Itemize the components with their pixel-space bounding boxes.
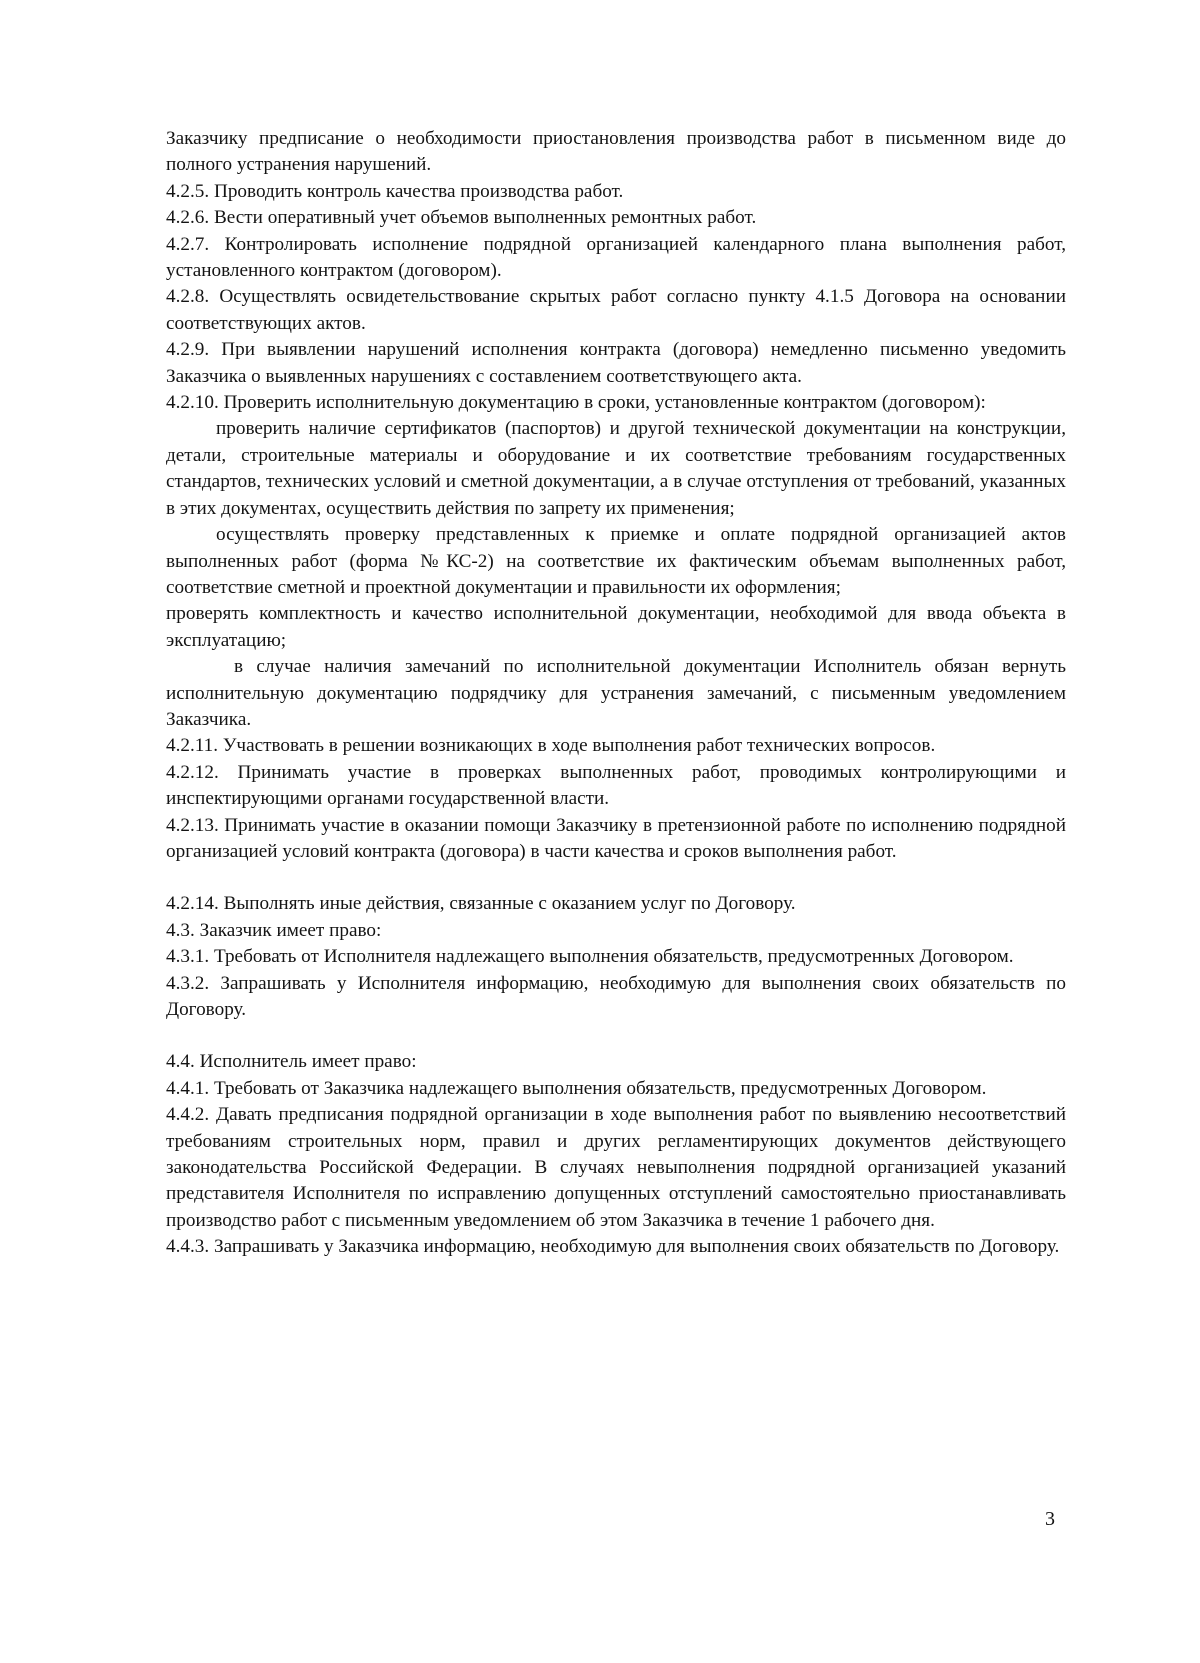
paragraph-order-preamble: Заказчику предписание о необходимости приостановления производства работ в письменном виде до полного устранения нарушений.	[166, 128, 1066, 176]
clause-4-4: 4.4. Исполнитель имеет право:	[166, 1051, 417, 1073]
clause-4-4-2: 4.4.2. Давать предписания подрядной организации в ходе выполнения работ по выявлению несоответствий требованиям строительных норм, правил и других регламентирующих документов действующего законодательства Российской Федерации. В случаях невыполнения подрядной организацией указаний представителя Исполнителя по исправлению допущенных отступлений самостоятельно приостанавливать производство работ с письменным уведомлением об этом Заказчика в течение 1 рабочего дня.	[166, 1104, 1066, 1231]
clause-4-2-10-item-remarks: в случае наличия замечаний по исполнительной документации Исполнитель обязан вернуть исполнительную документацию подрядчику для устранения замечаний, с письменным уведомлением Заказчика.	[166, 656, 1066, 730]
clause-4-2-13: 4.2.13. Принимать участие в оказании помощи Заказчику в претензионной работе по исполнению подрядной организацией условий контракта (договора) в части качества и сроков выполнения работ.	[166, 814, 1066, 862]
clause-4-3-1: 4.3.1. Требовать от Исполнителя надлежащего выполнения обязательств, предусмотренных Договором.	[166, 946, 1014, 968]
paragraph-spacer	[166, 865, 1066, 891]
page-number: 3	[1045, 1508, 1055, 1530]
clause-4-2-10-item-completeness: проверять комплектность и качество исполнительной документации, необходимой для ввода объекта в эксплуатацию;	[166, 603, 1066, 651]
clause-4-2-9: 4.2.9. При выявлении нарушений исполнения контракта (договора) немедленно письменно уведомить Заказчика о выявленных нарушениях с составлением соответствующего акта.	[166, 339, 1066, 387]
clause-4-2-10-item-certificates: проверить наличие сертификатов (паспортов) и другой технической документации на конструкции, детали, строительные материалы и оборудование и их соответствие требованиям государственных стандартов, технических условий и сметной документации, а в случае отступления от требований, указанных в этих документах, осуществить действия по запрету их применения;	[166, 418, 1066, 519]
clause-4-3: 4.3. Заказчик имеет право:	[166, 919, 382, 941]
clause-4-2-11: 4.2.11. Участвовать в решении возникающих в ходе выполнения работ технических вопросов.	[166, 735, 936, 757]
clause-4-3-2: 4.3.2. Запрашивать у Исполнителя информацию, необходимую для выполнения своих обязательств по Договору.	[166, 972, 1066, 1020]
clause-4-2-5: 4.2.5. Проводить контроль качества производства работ.	[166, 180, 624, 202]
document-page	[166, 126, 1066, 1261]
paragraph-spacer	[166, 1023, 1066, 1049]
clause-4-2-12: 4.2.12. Принимать участие в проверках выполненных работ, проводимых контролирующими и инспектирующими органами государственной власти.	[166, 761, 1066, 810]
clause-4-2-6: 4.2.6. Вести оперативный учет объемов выполненных ремонтных работ.	[166, 207, 757, 229]
clause-4-4-3: 4.4.3. Запрашивать у Заказчика информацию, необходимую для выполнения своих обязательств по Договору.	[166, 1236, 1060, 1258]
clause-4-2-14: 4.2.14. Выполнять иные действия, связанные с оказанием услуг по Договору.	[166, 893, 796, 915]
clause-4-2-7: 4.2.7. Контролировать исполнение подрядной организацией календарного плана выполнения работ, установленного контрактом (договором).	[166, 233, 1066, 282]
clause-4-2-10: 4.2.10. Проверить исполнительную документацию в сроки, установленные контрактом (договором):	[166, 392, 986, 414]
clause-4-2-10-item-acts-check: осуществлять проверку представленных к приемке и оплате подрядной организацией актов выполненных работ (форма №КС-2) на соответствие их фактическим объемам выполненных работ, соответствие сметной и проектной документации и правильности их оформления;	[166, 524, 1066, 598]
clause-4-2-8: 4.2.8. Осуществлять освидетельствование скрытых работ согласно пункту 4.1.5 Договора на основании соответствующих актов.	[166, 286, 1066, 334]
clause-4-4-1: 4.4.1. Требовать от Заказчика надлежащего выполнения обязательств, предусмотренных Договором.	[166, 1077, 987, 1099]
